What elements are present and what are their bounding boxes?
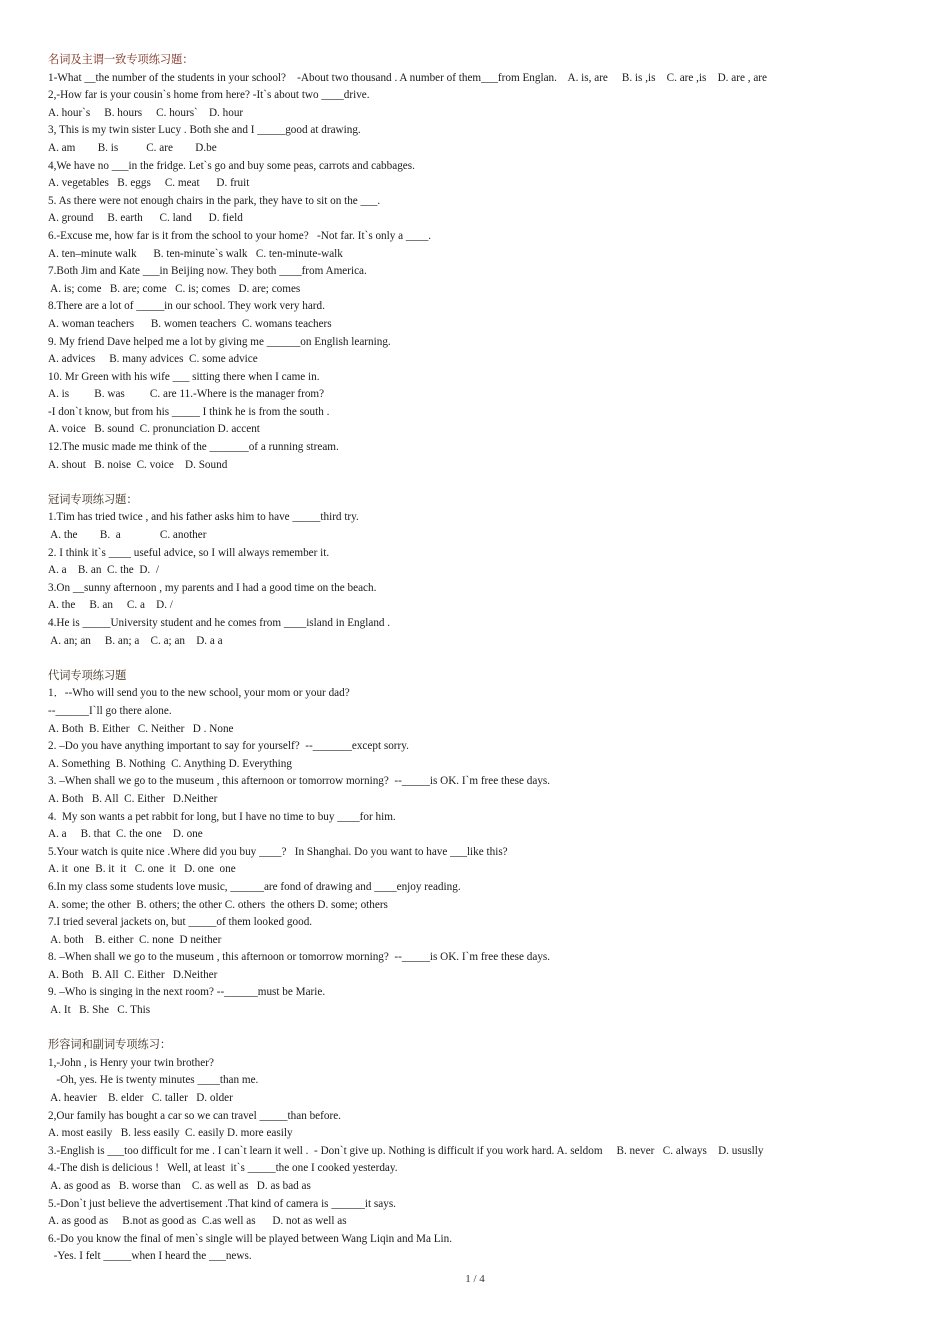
options-line: A. both B. either C. none D neither [48, 933, 222, 946]
question-line: 5. As there were not enough chairs in the park, they have to sit on the ___. [48, 194, 381, 207]
options-line: A. a B. an C. the D. / [48, 564, 159, 577]
section-spacer [48, 1020, 908, 1038]
question-line: -Yes. I felt _____when I heard the ___news. [48, 1250, 252, 1263]
section-spacer [48, 650, 908, 668]
question-line: --______I`ll go there alone. [48, 704, 172, 717]
section-heading: 名词及主谓一致专项练习题： [48, 54, 194, 66]
question-line: 2,Our family has bought a car so we can travel _____than before. [48, 1109, 341, 1122]
options-line: A. most easily B. less easily C. easily D. more easily [48, 1127, 293, 1140]
section-spacer [48, 474, 908, 492]
question-line: 10. Mr Green with his wife ___ sitting there when I came in. [48, 370, 320, 383]
question-line: 5.-Don`t just believe the advertisement .That kind of camera is ______it says. [48, 1197, 396, 1210]
options-line: A. Both B. Either C. Neither D . None [48, 722, 234, 735]
options-line: A. am B. is C. are D.be [48, 141, 217, 154]
options-line: A. woman teachers B. women teachers C. womans teachers [48, 317, 332, 330]
question-line: 2. I think it`s ____ useful advice, so I will always remember it. [48, 546, 330, 559]
question-line: -I don`t know, but from his _____ I think he is from the south . [48, 405, 330, 418]
options-line: A. the B. a C. another [48, 529, 207, 542]
question-line: 5.Your watch is quite nice .Where did you buy ____? In Shanghai. Do you want to have ___like this? [48, 845, 508, 858]
question-line: 1-What __the number of the students in your school? -About two thousand . A number of them___from Englan. A. is, are B. is ,is C. are ,is D. are , are [48, 71, 767, 84]
document-page [48, 52, 908, 1266]
options-line: A. Something B. Nothing C. Anything D. Everything [48, 757, 292, 770]
question-line: 7.Both Jim and Kate ___in Beijing now. They both ____from America. [48, 265, 367, 278]
question-line: 8. –When shall we go to the museum , this afternoon or tomorrow morning? --_____is OK. I`m free these days. [48, 951, 551, 964]
question-line: 6.-Excuse me, how far is it from the school to your home? -Not far. It`s only a ____. [48, 229, 432, 242]
page-number: 1 / 4 [465, 1273, 485, 1285]
options-line: A. advices B. many advices C. some advice [48, 353, 258, 366]
options-line: A. an; an B. an; a C. a; an D. a a [48, 634, 223, 647]
options-line: A. ground B. earth C. land D. field [48, 212, 243, 225]
options-line: A. a B. that C. the one D. one [48, 828, 203, 841]
options-line: A. voice B. sound C. pronunciation D. accent [48, 423, 260, 436]
question-line: 7.I tried several jackets on, but _____of them looked good. [48, 916, 313, 929]
options-line: A. it one B. it it C. one it D. one one [48, 863, 236, 876]
question-line: 1,-John , is Henry your twin brother? [48, 1056, 214, 1069]
section-nouns [48, 52, 908, 474]
question-line: 3. –When shall we go to the museum , this afternoon or tomorrow morning? --_____is OK. I`m free these days. [48, 775, 551, 788]
options-line: A. is B. was C. are 11.-Where is the manager from? [48, 388, 325, 401]
question-line: 6.In my class some students love music, ______are fond of drawing and ____enjoy reading. [48, 880, 461, 893]
options-line: A. some; the other B. others; the other C. others the others D. some; others [48, 898, 388, 911]
question-line: 3, This is my twin sister Lucy . Both she and I _____good at drawing. [48, 124, 361, 137]
question-line: 9. My friend Dave helped me a lot by giving me ______on English learning. [48, 335, 391, 348]
options-line: A. Both B. All C. Either D.Neither [48, 968, 218, 981]
section-articles [48, 492, 908, 650]
question-line: 2,-How far is your cousin`s home from here? -It`s about two ____drive. [48, 89, 370, 102]
question-line: 3.-English is ___too difficult for me . I can`t learn it well . - Don`t give up. Nothing is difficult if you work hard. A. seldom B. never C. always D. ususlly [48, 1144, 764, 1157]
question-line: 4,We have no ___in the fridge. Let`s go and buy some peas, carrots and cabbages. [48, 159, 415, 172]
question-line: 3.On __sunny afternoon , my parents and I had a good time on the beach. [48, 581, 377, 594]
question-line: 2. –Do you have anything important to say for yourself? --_______except sorry. [48, 740, 409, 753]
options-line: A. Both B. All C. Either D.Neither [48, 792, 218, 805]
section-heading: 代词专项练习题 [48, 669, 127, 682]
options-line: A. vegetables B. eggs C. meat D. fruit [48, 177, 250, 190]
options-line: A. the B. an C. a D. / [48, 599, 173, 612]
options-line: A. hour`s B. hours C. hours` D. hour [48, 106, 244, 119]
question-line: 4.He is _____University student and he comes from ____island in England . [48, 617, 391, 629]
question-line: 4. My son wants a pet rabbit for long, but I have no time to buy ____for him. [48, 810, 396, 823]
options-line: A. ten–minute walk B. ten-minute`s walk C. ten-minute-walk [48, 247, 343, 260]
options-line: A. It B. She C. This [48, 1004, 151, 1017]
options-line: A. heavier B. elder C. taller D. older [48, 1092, 233, 1105]
options-line: A. shout B. noise C. voice D. Sound [48, 458, 228, 471]
question-line: 1．--Who will send you to the new school, your mom or your dad? [48, 687, 350, 700]
question-line: 12.The music made me think of the _______of a running stream. [48, 441, 339, 454]
question-line: 6.-Do you know the final of men`s single will be played between Wang Liqin and Ma Lin. [48, 1232, 453, 1245]
options-line: A. as good as B. worse than C. as well as D. as bad as [48, 1180, 311, 1192]
section-pronouns [48, 668, 908, 1020]
question-line: 1.Tim has tried twice , and his father asks him to have _____third try. [48, 511, 359, 524]
section-heading: 冠词专项练习题： [48, 493, 138, 506]
question-line: -Oh, yes. He is twenty minutes ____than me. [48, 1074, 259, 1087]
options-line: A. is; come B. are; come C. is; comes D. are; comes [48, 282, 301, 295]
section-heading: 形容词和副词专项练习： [48, 1039, 172, 1052]
section-adjectives-adverbs [48, 1037, 908, 1266]
question-line: 9. –Who is singing in the next room? --______must be Marie. [48, 986, 326, 999]
question-line: 4.-The dish is delicious ! Well, at least it`s _____the one I cooked yesterday. [48, 1162, 398, 1175]
options-line: A. as good as B.not as good as C.as well as D. not as well as [48, 1215, 347, 1228]
question-line: 8.There are a lot of _____in our school. They work very hard. [48, 300, 325, 313]
